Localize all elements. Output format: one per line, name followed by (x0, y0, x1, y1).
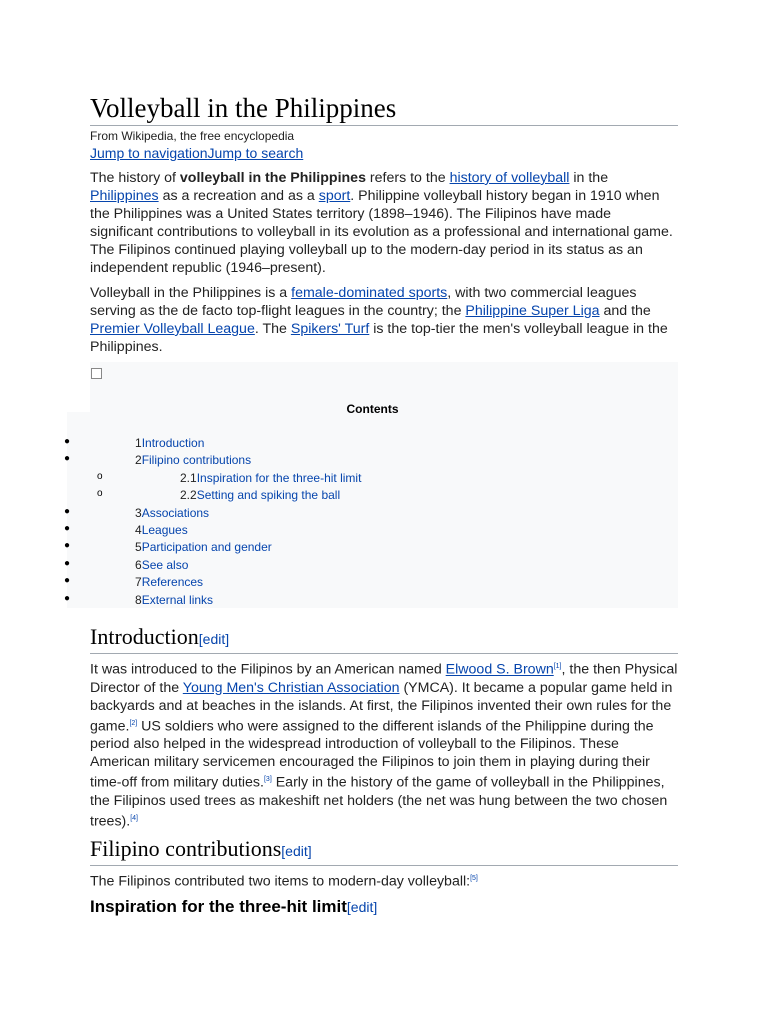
lead-bold-term: volleyball in the Philippines (179, 170, 366, 186)
bullet-icon: ● (64, 540, 71, 552)
circle-bullet-icon: o (97, 470, 103, 482)
toc-number: 4 (135, 523, 142, 537)
premier-volleyball-league-link[interactable]: Premier Volleyball League (90, 321, 255, 337)
toc-item[interactable] (64, 557, 678, 574)
toc-link[interactable] (135, 575, 203, 589)
toc-item[interactable] (64, 575, 678, 591)
citation-ref[interactable]: [5] (470, 875, 478, 882)
bullet-icon: ● (64, 453, 71, 465)
edit-link[interactable]: [edit] (346, 899, 378, 915)
spikers-turf-link[interactable]: Spikers' Turf (290, 321, 370, 337)
toc-number: 5 (135, 540, 142, 555)
lead-paragraph: The history of volleyball in the Philippines refers to the history of volleyball in the Philippines as a recreation and as a sport. Philippine volleyball history began in 1910 when the Philippines was a United States territory (1898–1946). The Filipinos have made significant contributions to volleyball in its evolution as a professional and international game. The Filipinos continued playing volleyball up to the modern-day period in its status as an independent republic (1946–present). (90, 170, 673, 276)
second-paragraph: Volleyball in the Philippines is a female-dominated sports, with two commercial leagues serving as the de facto top-flight leagues in the country; the Philippine Super Liga and the Premier Volleyball League. The Spikers' Turf is the top-tier the men's volleyball league in the Philippines. (90, 285, 668, 355)
citation-ref[interactable]: [1] (553, 663, 562, 670)
toc-item[interactable] (64, 592, 678, 609)
toc-item[interactable] (67, 488, 678, 504)
table-of-contents (64, 362, 678, 608)
bullet-icon: ● (64, 523, 71, 534)
elwood-s-brown-link[interactable]: Elwood S. Brown (445, 661, 554, 678)
section-heading-introduction: Introduction[edit] (90, 624, 678, 654)
ymca-link[interactable]: Young Men's Christian Association (182, 679, 400, 696)
subsection-heading-three-hit-limit: Inspiration for the three-hit limit[edit] (90, 897, 378, 916)
toc-label[interactable]: Filipino contributions (141, 453, 252, 468)
bullet-icon: ● (64, 436, 71, 447)
toc-label[interactable]: External links (141, 592, 214, 607)
history-of-volleyball-link[interactable]: history of volleyball (449, 170, 570, 186)
bullet-icon: ● (64, 575, 71, 587)
toc-label[interactable]: Associations (141, 505, 210, 520)
toc-link[interactable] (180, 471, 361, 485)
toc-link[interactable] (135, 558, 188, 572)
toc-item[interactable] (64, 436, 678, 452)
page-title: Volleyball in the Philippines (90, 92, 678, 126)
toc-label[interactable]: References (141, 575, 204, 590)
introduction-paragraph: It was introduced to the Filipinos by an American named Elwood S. Brown[1], the then Physical Director of the Young Men's Christian Association (YMCA). It became a popular game held in backyards and at beaches in the islands. At first, the Filipinos invented their own rules for the game.[2] US soldiers who were assigned to the different islands of the Philippine during the period also helped in the widespread introduction of volleyball to the Filipinos. These American military servicemen encouraged the Filipinos to join them in playing during their time-off from military duties.[3] Early in the history of the game of volleyball in the Philippines, the Filipinos used trees as makeshift net holders (the net was hung between the two chosen trees).[4] (90, 661, 678, 830)
jump-links (90, 145, 303, 161)
toc-number: 6 (135, 557, 142, 572)
bullet-icon: ● (64, 505, 71, 517)
toc-item[interactable] (64, 453, 678, 469)
toc-item[interactable] (64, 523, 678, 539)
philippines-link[interactable]: Philippines (90, 188, 159, 204)
sport-link[interactable]: sport (318, 188, 351, 204)
toc-label[interactable]: Introduction (141, 436, 205, 450)
citation-ref[interactable]: [2] (129, 719, 138, 727)
toc-number: 2.2 (180, 488, 197, 503)
toc-toggle-checkbox[interactable] (91, 368, 102, 379)
toc-number: 8 (135, 592, 142, 607)
toc-link[interactable] (180, 488, 340, 502)
toc-link[interactable] (135, 453, 251, 467)
jump-to-search-link[interactable]: Jump to search (207, 145, 304, 161)
toc-link[interactable] (135, 540, 272, 554)
toc-item[interactable] (64, 505, 678, 522)
toc-number: 1 (135, 436, 142, 450)
citation-ref[interactable]: [4] (130, 815, 139, 823)
section-heading-filipino-contributions: Filipino contributions[edit] (90, 836, 678, 866)
toc-number: 2 (135, 453, 142, 468)
edit-link[interactable]: [edit] (198, 631, 230, 647)
toc-link[interactable] (135, 593, 213, 607)
toc-link[interactable] (135, 506, 209, 520)
toc-number: 2.1 (180, 470, 197, 485)
citation-ref[interactable]: [3] (263, 776, 272, 784)
circle-bullet-icon: o (97, 488, 103, 500)
bullet-icon: ● (64, 592, 71, 604)
toc-link[interactable] (135, 523, 188, 537)
edit-link[interactable]: [edit] (281, 843, 312, 859)
jump-to-navigation-link[interactable]: Jump to navigation (90, 145, 208, 161)
tagline: From Wikipedia, the free encyclopedia (90, 129, 295, 143)
female-dominated-sports-link[interactable]: female-dominated sports (291, 285, 448, 301)
toc-item[interactable] (64, 540, 678, 556)
contributions-paragraph: The Filipinos contributed two items to modern-day volleyball:[5] (90, 873, 478, 890)
philippine-super-liga-link[interactable]: Philippine Super Liga (465, 303, 600, 319)
toc-item[interactable] (67, 471, 678, 487)
toc-number: 3 (135, 505, 142, 520)
toc-link[interactable] (135, 436, 204, 450)
toc-number: 7 (135, 575, 142, 590)
bullet-icon: ● (64, 557, 71, 569)
toc-label[interactable]: See also (141, 557, 189, 572)
toc-label[interactable]: Participation and gender (141, 540, 272, 555)
toc-label[interactable]: Inspiration for the three-hit limit (196, 470, 362, 485)
toc-title: Contents (346, 402, 399, 416)
toc-label[interactable]: Setting and spiking the ball (196, 488, 341, 503)
toc-label[interactable]: Leagues (141, 523, 188, 537)
